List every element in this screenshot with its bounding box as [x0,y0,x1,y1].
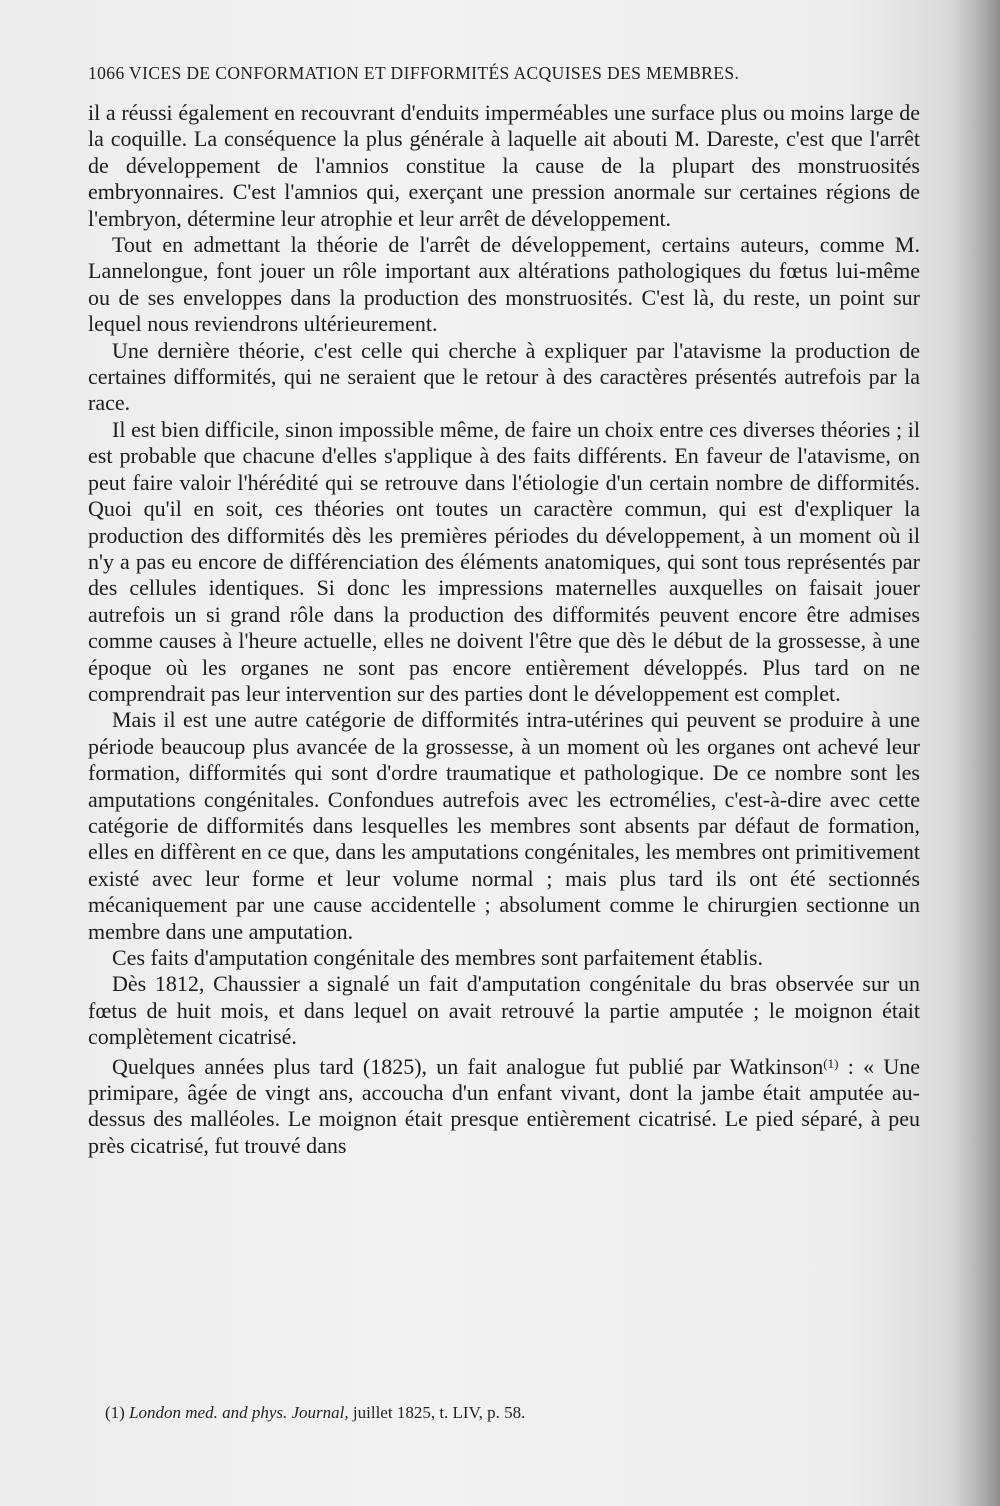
running-head: 1066 VICES DE CONFORMATION ET DIFFORMITÉS ACQUISES DES MEMBRES. [88,63,740,83]
paragraph-8-start: Quelques années plus tard (1825), un fait analogue fut publié par Watkinson [112,1053,824,1079]
paragraph-2: Tout en admettant la théorie de l'arrêt de développement, certains auteurs, comme M. Lannelongue, font jouer un rôle important aux altérations pathologiques du fœtus lui-même ou de ses enveloppes dans la production des monstruosités. C'est là, du reste, un point sur lequel nous reviendrons ultérieurement. [88,232,920,337]
paragraph-7: Dès 1812, Chaussier a signalé un fait d'amputation congénitale du bras observée sur un fœtus de huit mois, et dans lequel on avait retrouvé la partie amputée ; le moignon était complètement cicatrisé. [88,971,920,1050]
paragraph-1: il a réussi également en recouvrant d'enduits imperméables une surface plus ou moins large de la coquille. La conséquence la plus générale à laquelle ait abouti M. Dareste, c'est que l'arrêt de développement de l'amnios constitue la cause de la plupart des monstruosités embryonnaires. C'est l'amnios qui, exerçant une pression anormale sur certaines régions de l'embryon, détermine leur atrophie et leur arrêt de développement. [88,100,920,231]
page-gutter-shadow [952,0,1000,1506]
paragraph-8 [88,1051,920,1160]
footnote-mark: (1) [105,1403,125,1422]
paragraph-8-rest: : « Une primipare, âgée de vingt ans, accoucha d'un enfant vivant, dont la jambe était amputée au-dessus des malléoles. Le moignon était presque entièrement cicatrisé. Le pied séparé, à peu près cicatrisé, fut trouvé dans [88,1053,921,1158]
paragraph-3: Une dernière théorie, c'est celle qui cherche à expliquer par l'atavisme la production de certaines difformités, qui ne seraient que le retour à des caractères présentés autrefois par la race. [88,337,920,416]
footnote-source: London med. and phys. Journal, [129,1403,349,1422]
paragraph-4: Il est bien difficile, sinon impossible même, de faire un choix entre ces diverses théories ; il est probable que chacune d'elles s'applique à des faits différents. En faveur de l'atavisme, on peut faire valoir l'hérédité qui se retrouve dans l'étiologie d'un certain nombre de difformités. Quoi qu'il en soit, ces théories ont toutes un caractère commun, qui est d'expliquer la production des difformités dès les premières périodes du développement, à un moment où il n'y a pas eu encore de différenciation des éléments anatomiques, qui sont tous représentés par des cellules identiques. Si donc les impressions maternelles auxquelles on faisait jouer autrefois un si grand rôle dans la production des difformités peuvent encore être admises comme causes à l'heure actuelle, elles ne doivent l'être que dès le début de la grossesse, à une époque où les organes ne sont pas encore entièrement développés. Plus tard on ne comprendrait pas leur intervention sur des parties dont le développement est complet. [88,416,920,706]
paragraph-6: Ces faits d'amputation congénitale des membres sont parfaitement établis. [112,945,763,970]
footnote-details: juillet 1825, t. LIV, p. 58. [352,1403,526,1422]
footnote [105,1403,905,1423]
body-text [88,100,920,1159]
footnote-reference[interactable]: (1) [823,1055,839,1071]
paragraph-5: Mais il est une autre catégorie de difformités intra-utérines qui peuvent se produire à une période beaucoup plus avancée de la grossesse, à un moment où les organes ont achevé leur formation, difformités qui sont d'ordre traumatique et pathologique. De ce nombre sont les amputations congénitales. Confondues autrefois avec les ectromélies, c'est-à-dire avec cette catégorie de difformités dans lesquelles les membres sont absents par défaut de formation, elles en diffèrent en ce que, dans les amputations congénitales, les membres ont primitivement existé avec leur forme et leur volume normal ; mais plus tard ils ont été sectionnés mécaniquement par une cause accidentelle ; absolument comme le chirurgien sectionne un membre dans une amputation. [88,707,920,944]
